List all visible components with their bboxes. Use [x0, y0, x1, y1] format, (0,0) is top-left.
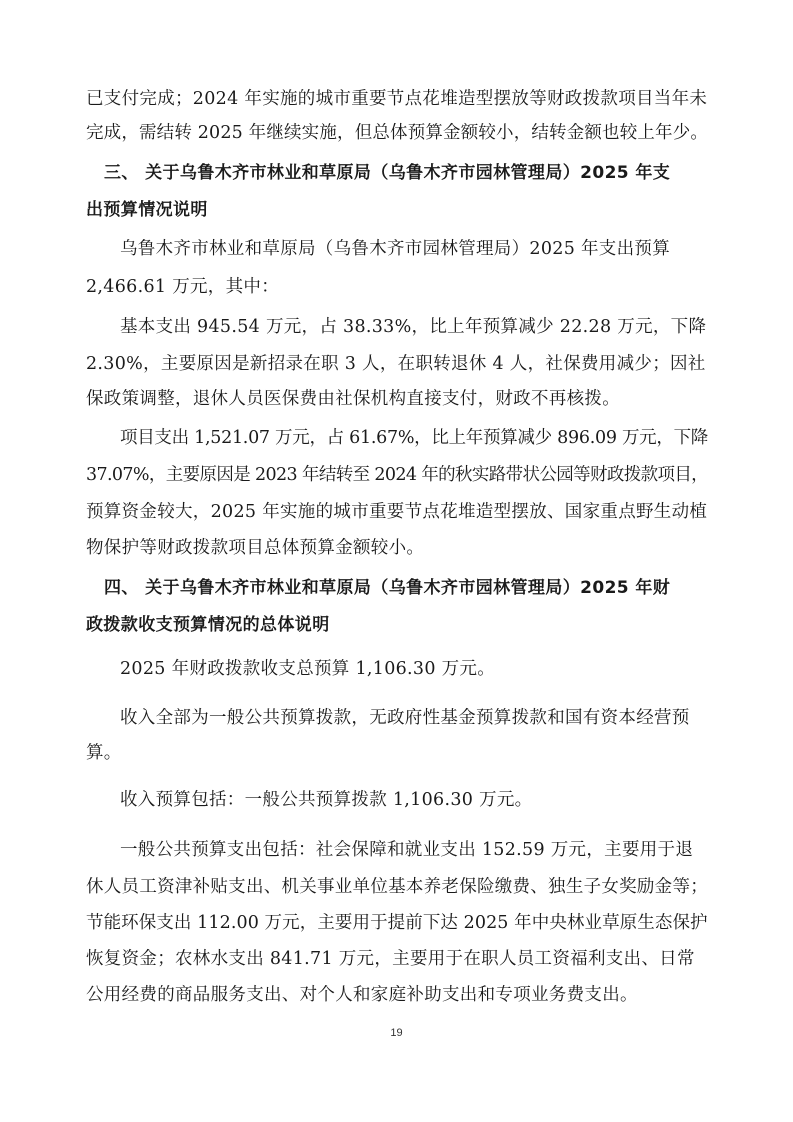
paragraph-general-expenditure: 休人员工资津补贴支出、机关事业单位基本养老保险缴费、独生子女奖励金等； [86, 877, 708, 897]
paragraph-income-composition: 收入全部为一般公共预算拨款，无政府性基金预算拨款和国有资本经营预 [120, 708, 690, 728]
paragraph-general-expenditure: 公用经费的商品服务支出、对个人和家庭补助支出和专项业务费支出。 [86, 985, 638, 1005]
section-heading-three: 三、 关于乌鲁木齐市林业和草原局（乌鲁木齐市园林管理局）2025 年支 [104, 163, 671, 183]
paragraph-expenditure-total: 乌鲁木齐市林业和草原局（乌鲁木齐市园林管理局）2025 年支出预算 [120, 239, 670, 259]
paragraph-basic-expenditure: 基本支出 945.54 万元，占 38.33%，比上年预算减少 22.28 万元，下降 [120, 317, 707, 337]
paragraph-project-expenditure: 预算资金较大，2025 年实施的城市重要节点花堆造型摆放、国家重点野生动植 [86, 502, 708, 522]
section-heading-four: 四、 关于乌鲁木齐市林业和草原局（乌鲁木齐市园林管理局）2025 年财 [104, 578, 671, 598]
paragraph-project-expenditure: 37.07%，主要原因是 2023 年结转至 2024 年的秋实路带状公园等财政拨款项目， [86, 465, 709, 485]
paragraph-basic-expenditure: 2.30%，主要原因是新招录在职 3 人，在职转退休 4 人，社保费用减少；因社 [86, 354, 706, 374]
paragraph-fiscal-total: 2025 年财政拨款收支总预算 1,106.30 万元。 [120, 659, 496, 679]
page-number: 19 [390, 1027, 403, 1039]
text-line-continuation: 完成，需结转 2025 年继续实施，但总体预算金额较小，结转金额也较上年少。 [86, 123, 709, 143]
text-line-continuation: 已支付完成；2024 年实施的城市重要节点花堆造型摆放等财政拨款项目当年未 [86, 89, 708, 109]
paragraph-basic-expenditure: 保政策调整，退休人员医保费由社保机构直接支付，财政不再核拨。 [86, 389, 620, 409]
paragraph-general-expenditure: 恢复资金；农林水支出 841.71 万元，主要用于在职人员工资福利支出、日常 [86, 949, 695, 969]
paragraph-project-expenditure: 项目支出 1,521.07 万元，占 61.67%，比上年预算减少 896.09 万元，下降 [120, 428, 709, 448]
paragraph-expenditure-total: 2,466.61 万元，其中： [86, 277, 279, 297]
section-heading-three-continuation: 出预算情况说明 [86, 200, 208, 220]
paragraph-project-expenditure: 物保护等财政拨款项目总体预算金额较小。 [86, 538, 425, 558]
paragraph-general-expenditure: 节能环保支出 112.00 万元，主要用于提前下达 2025 年中央林业草原生态保护 [86, 913, 708, 933]
paragraph-income-budget: 收入预算包括：一般公共预算拨款 1,106.30 万元。 [120, 790, 533, 810]
paragraph-general-expenditure: 一般公共预算支出包括：社会保障和就业支出 152.59 万元，主要用于退 [120, 840, 694, 860]
paragraph-income-composition: 算。 [86, 743, 122, 763]
section-heading-four-continuation: 政拨款收支预算情况的总体说明 [86, 615, 330, 635]
